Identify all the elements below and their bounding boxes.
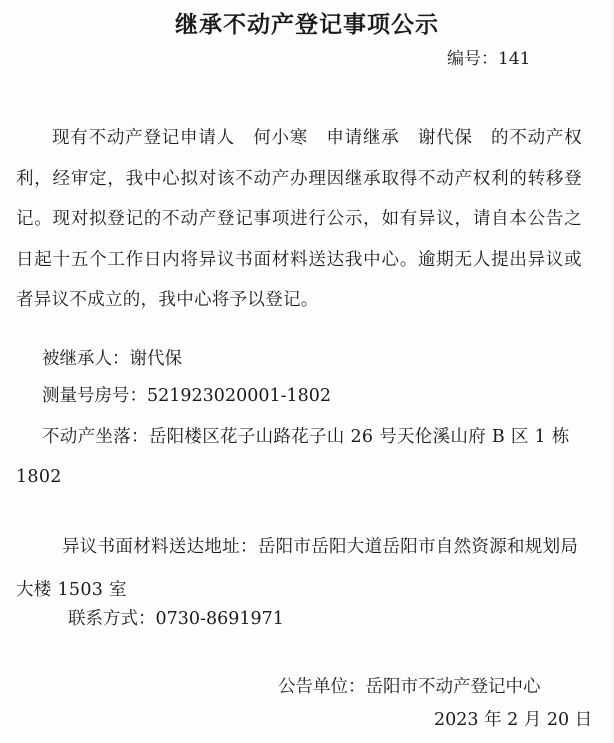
property-location-field: [16, 417, 586, 497]
issuing-unit: [278, 673, 541, 698]
document-title: 继承不动产登记事项公示: [175, 12, 439, 38]
survey-label: 测量号房号：: [42, 386, 147, 406]
heir-field: [42, 345, 182, 370]
survey-number-field: [42, 382, 331, 407]
notice-body: 现有不动产登记申请人 何小寒 申请继承 谢代保 的不动产权利，经审定，我中心拟对该不动产办理因继承取得不动产权利的转移登记。现对拟登记的不动产登记事项进行公示，如有异议，请自本公告之日起十五个工作日内将异议书面材料送达我中心。逾期无人提出异议或者异议不成立的，我中心将予以登记。: [16, 128, 582, 310]
heir-label: 被继承人：: [42, 349, 130, 369]
address-label: 异议书面材料送达地址：: [62, 537, 258, 557]
serial-value: 141: [498, 49, 531, 69]
objection-address-field: [16, 526, 586, 612]
issue-date: 2023 年 2 月 20 日: [434, 710, 593, 730]
contact-field: [68, 605, 284, 630]
contact-label: 联系方式：: [68, 609, 156, 629]
location-value: 岳阳楼区花子山路花子山 26 号天伦溪山府 B 区 1 栋 1802: [16, 427, 570, 487]
issuer-label: 公告单位：: [278, 677, 366, 697]
address-value: 岳阳市岳阳大道岳阳市自然资源和规划局大楼 1503 室: [16, 537, 579, 600]
contact-value: 0730-8691971: [155, 609, 284, 629]
survey-value: 521923020001-1802: [147, 386, 332, 406]
serial-number: [447, 44, 530, 69]
serial-label: 编号：: [447, 49, 498, 69]
issuer-value: 岳阳市不动产登记中心: [365, 677, 541, 697]
heir-value: 谢代保: [129, 349, 182, 369]
location-label: 不动产坐落：: [42, 427, 149, 447]
